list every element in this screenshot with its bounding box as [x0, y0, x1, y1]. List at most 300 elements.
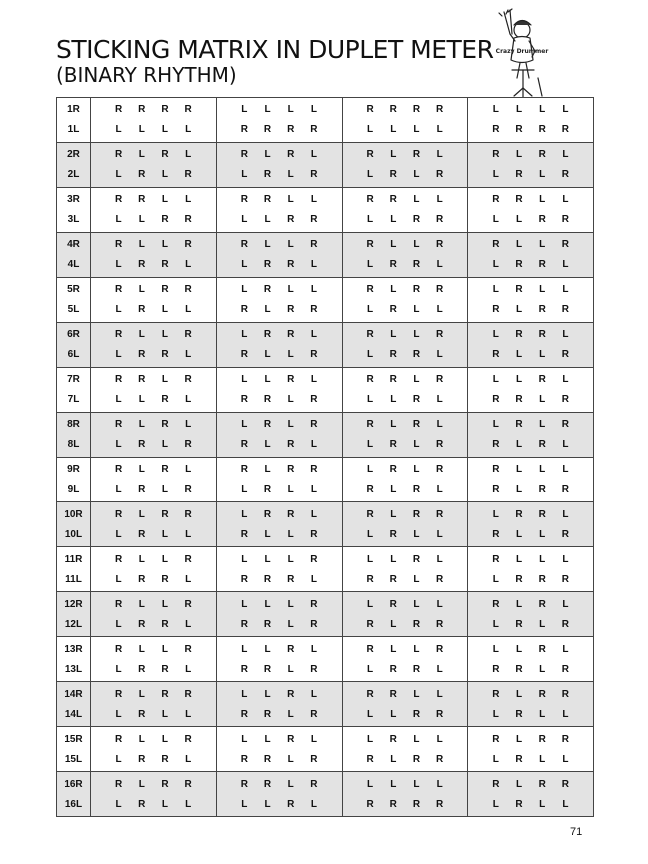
sticking-note: R: [240, 394, 248, 406]
sticking-note: R: [263, 573, 272, 585]
left-lead-sticking: [217, 479, 342, 499]
left-lead-sticking: [217, 345, 342, 365]
sticking-note: R: [538, 573, 546, 585]
right-lead-sticking: [91, 145, 216, 165]
left-lead-sticking: [343, 794, 468, 814]
mascot-shirt-text: Crazy Drummer: [495, 48, 549, 55]
left-lead-sticking: [91, 255, 216, 275]
sticking-note: L: [310, 573, 317, 585]
sticking-note: L: [562, 598, 569, 610]
sticking-note: R: [138, 104, 146, 116]
sticking-note: R: [184, 643, 192, 655]
sticking-note: R: [561, 618, 570, 630]
right-lead-sticking: [468, 100, 593, 120]
row-label-cell: [57, 772, 91, 817]
sticking-note: L: [436, 419, 443, 431]
sticking-note: R: [492, 394, 500, 406]
sticking-note: L: [241, 553, 248, 565]
sticking-group-cell: [342, 232, 468, 277]
sticking-note: R: [287, 329, 295, 341]
sticking-note: R: [310, 753, 318, 765]
right-lead-sticking: [343, 370, 468, 390]
sticking-group-cell: [91, 98, 217, 143]
sticking-note: R: [389, 374, 397, 386]
sticking-note: L: [241, 598, 248, 610]
sticking-note: R: [287, 149, 295, 161]
sticking-note: R: [240, 304, 248, 316]
sticking-group-cell: [468, 637, 594, 682]
sticking-note: L: [515, 598, 523, 610]
right-lead-sticking: [468, 415, 593, 435]
sticking-note: R: [515, 194, 523, 206]
sticking-note: R: [515, 329, 523, 341]
sticking-note: L: [539, 349, 546, 361]
right-lead-sticking: [91, 235, 216, 255]
sticking-group-cell: [216, 98, 342, 143]
sticking-note: L: [413, 463, 420, 475]
right-lead-sticking: [91, 415, 216, 435]
right-lead-sticking: [217, 415, 342, 435]
matrix-row: [57, 98, 594, 143]
sticking-note: L: [161, 733, 169, 745]
page-subtitle: (BINARY RHYTHM): [56, 63, 237, 87]
sticking-note: R: [412, 483, 421, 495]
sticking-note: L: [185, 304, 192, 316]
left-lead-sticking: [91, 390, 216, 410]
left-lead-sticking: [217, 524, 342, 544]
sticking-group-cell: [468, 98, 594, 143]
sticking-note: R: [492, 598, 500, 610]
sticking-note: R: [436, 708, 444, 720]
sticking-note: R: [184, 374, 192, 386]
left-lead-sticking: [468, 345, 593, 365]
right-lead-sticking: [91, 504, 216, 524]
sticking-note: L: [310, 798, 317, 810]
sticking-note: L: [562, 553, 569, 565]
sticking-group-cell: [216, 412, 342, 457]
sticking-note: L: [264, 149, 271, 161]
right-lead-sticking: [91, 459, 216, 479]
sticking-note: L: [241, 798, 248, 810]
sticking-note: L: [241, 688, 248, 700]
right-lead-sticking: [217, 459, 342, 479]
sticking-note: R: [366, 508, 374, 520]
left-lead-label: 7L: [67, 394, 80, 406]
sticking-note: L: [138, 733, 145, 745]
sticking-note: L: [562, 259, 569, 271]
sticking-note: L: [138, 419, 145, 431]
sticking-note: L: [515, 304, 523, 316]
sticking-note: R: [538, 598, 546, 610]
sticking-note: L: [515, 439, 523, 451]
sticking-note: L: [515, 733, 523, 745]
right-lead-sticking: [343, 145, 468, 165]
sticking-note: R: [492, 239, 500, 251]
sticking-note: R: [492, 553, 500, 565]
sticking-note: R: [538, 304, 546, 316]
sticking-group-cell: [216, 322, 342, 367]
matrix-row: [57, 142, 594, 187]
right-lead-label: 7R: [67, 374, 80, 386]
sticking-note: R: [515, 753, 523, 765]
sticking-note: L: [436, 394, 443, 406]
left-lead-sticking: [343, 704, 468, 724]
sticking-note: L: [185, 394, 192, 406]
sticking-group-cell: [216, 232, 342, 277]
sticking-note: L: [390, 284, 397, 296]
sticking-note: L: [115, 753, 122, 765]
sticking-note: R: [561, 419, 570, 431]
sticking-note: R: [310, 708, 318, 720]
sticking-note: L: [515, 149, 523, 161]
sticking-note: L: [161, 708, 169, 720]
sticking-note: R: [515, 419, 523, 431]
sticking-note: R: [114, 329, 123, 341]
sticking-note: L: [138, 598, 145, 610]
left-lead-sticking: [468, 659, 593, 679]
sticking-note: L: [115, 483, 122, 495]
sticking-note: R: [538, 643, 546, 655]
sticking-group-cell: [342, 727, 468, 772]
sticking-note: R: [138, 374, 146, 386]
sticking-note: R: [389, 194, 397, 206]
sticking-note: L: [367, 259, 374, 271]
right-lead-label: 3R: [67, 194, 80, 206]
sticking-note: R: [412, 284, 421, 296]
sticking-note: R: [263, 124, 272, 136]
sticking-group-cell: [342, 592, 468, 637]
sticking-note: L: [310, 259, 317, 271]
sticking-note: L: [515, 349, 523, 361]
sticking-group-cell: [342, 367, 468, 412]
row-label-cell: [57, 322, 91, 367]
right-lead-sticking: [468, 504, 593, 524]
sticking-note: L: [413, 304, 420, 316]
page-number: 71: [570, 826, 583, 838]
row-label-cell: [57, 232, 91, 277]
sticking-note: L: [115, 214, 122, 226]
sticking-note: R: [366, 284, 374, 296]
row-label-cell: [57, 142, 91, 187]
sticking-note: L: [562, 329, 569, 341]
right-lead-sticking: [91, 549, 216, 569]
sticking-note: R: [366, 194, 374, 206]
left-lead-sticking: [468, 300, 593, 320]
matrix-row: [57, 547, 594, 592]
sticking-note: R: [412, 753, 421, 765]
sticking-note: L: [539, 239, 546, 251]
sticking-note: R: [263, 169, 272, 181]
right-lead-sticking: [217, 729, 342, 749]
sticking-group-cell: [342, 412, 468, 457]
sticking-note: L: [539, 463, 546, 475]
sticking-note: L: [562, 149, 569, 161]
sticking-note: L: [413, 194, 420, 206]
sticking-note: L: [562, 439, 569, 451]
left-lead-sticking: [468, 255, 593, 275]
sticking-note: R: [366, 419, 374, 431]
sticking-note: R: [138, 349, 146, 361]
sticking-note: L: [115, 259, 122, 271]
sticking-note: L: [413, 573, 420, 585]
sticking-note: L: [264, 304, 271, 316]
left-lead-sticking: [343, 210, 468, 230]
sticking-group-cell: [216, 682, 342, 727]
row-label-cell: [57, 547, 91, 592]
sticking-note: L: [539, 528, 546, 540]
sticking-note: L: [539, 753, 546, 765]
sticking-note: R: [184, 284, 192, 296]
sticking-note: L: [436, 149, 443, 161]
sticking-note: L: [115, 349, 122, 361]
matrix-row: [57, 322, 594, 367]
right-lead-sticking: [217, 774, 342, 794]
left-lead-label: 9L: [67, 483, 80, 495]
sticking-note: R: [184, 483, 192, 495]
left-lead-sticking: [343, 435, 468, 455]
sticking-note: R: [263, 508, 272, 520]
sticking-note: L: [185, 349, 192, 361]
sticking-note: R: [161, 394, 169, 406]
sticking-note: L: [562, 643, 569, 655]
sticking-note: L: [138, 284, 145, 296]
left-lead-sticking: [217, 165, 342, 185]
sticking-note: L: [492, 284, 499, 296]
right-lead-sticking: [468, 325, 593, 345]
sticking-note: R: [561, 304, 570, 316]
left-lead-sticking: [91, 435, 216, 455]
left-lead-sticking: [91, 524, 216, 544]
sticking-note: L: [539, 798, 546, 810]
sticking-note: L: [492, 329, 499, 341]
left-lead-sticking: [217, 120, 342, 140]
row-label-cell: [57, 727, 91, 772]
sticking-note: L: [413, 733, 420, 745]
sticking-note: R: [287, 798, 295, 810]
sticking-note: L: [287, 528, 294, 540]
sticking-note: R: [436, 618, 444, 630]
matrix-row: [57, 502, 594, 547]
sticking-note: L: [492, 708, 499, 720]
left-lead-sticking: [468, 435, 593, 455]
sticking-note: R: [310, 349, 318, 361]
sticking-note: R: [492, 733, 500, 745]
sticking-note: L: [539, 394, 546, 406]
sticking-note: L: [264, 104, 271, 116]
sticking-note: L: [390, 708, 397, 720]
sticking-note: R: [161, 214, 169, 226]
sticking-note: L: [390, 778, 397, 790]
sticking-note: R: [287, 508, 295, 520]
sticking-note: R: [138, 439, 146, 451]
sticking-group-cell: [91, 187, 217, 232]
sticking-note: R: [114, 643, 123, 655]
sticking-note: L: [436, 124, 443, 136]
sticking-note: R: [287, 463, 295, 475]
sticking-note: R: [538, 688, 546, 700]
left-lead-sticking: [217, 255, 342, 275]
sticking-note: R: [515, 508, 523, 520]
sticking-note: L: [390, 149, 397, 161]
sticking-group-cell: [468, 592, 594, 637]
left-lead-sticking: [468, 524, 593, 544]
matrix-row: [57, 457, 594, 502]
right-lead-label: 10R: [64, 508, 83, 520]
sticking-group-cell: [342, 682, 468, 727]
right-lead-label: 11R: [64, 553, 83, 565]
sticking-note: R: [161, 618, 169, 630]
sticking-note: L: [161, 194, 169, 206]
sticking-note: R: [366, 374, 374, 386]
matrix-row: [57, 412, 594, 457]
sticking-note: R: [161, 463, 169, 475]
right-lead-sticking: [91, 325, 216, 345]
sticking-note: R: [184, 688, 192, 700]
sticking-note: L: [367, 663, 374, 675]
sticking-group-cell: [468, 682, 594, 727]
sticking-note: L: [390, 329, 397, 341]
sticking-note: L: [185, 573, 192, 585]
right-lead-label: 2R: [67, 149, 80, 161]
sticking-note: L: [492, 508, 499, 520]
sticking-note: L: [562, 798, 569, 810]
left-lead-sticking: [468, 794, 593, 814]
left-lead-sticking: [217, 794, 342, 814]
sticking-note: L: [390, 508, 397, 520]
sticking-note: L: [390, 618, 397, 630]
right-lead-label: 13R: [64, 643, 83, 655]
sticking-note: R: [310, 778, 318, 790]
sticking-note: R: [138, 528, 146, 540]
sticking-note: L: [287, 349, 294, 361]
sticking-note: L: [367, 528, 374, 540]
sticking-note: R: [184, 733, 192, 745]
sticking-note: R: [515, 124, 523, 136]
sticking-note: L: [241, 214, 248, 226]
sticking-note: R: [492, 439, 500, 451]
sticking-note: L: [390, 419, 397, 431]
sticking-note: L: [287, 618, 294, 630]
sticking-note: L: [539, 284, 546, 296]
sticking-note: L: [185, 194, 192, 206]
sticking-note: R: [436, 329, 444, 341]
left-lead-label: 4L: [67, 259, 80, 271]
sticking-note: L: [539, 553, 546, 565]
sticking-note: L: [264, 374, 271, 386]
left-lead-sticking: [91, 210, 216, 230]
sticking-note: R: [492, 483, 500, 495]
sticking-note: L: [390, 239, 397, 251]
sticking-note: L: [241, 374, 248, 386]
sticking-note: R: [492, 194, 500, 206]
sticking-note: L: [492, 419, 499, 431]
sticking-note: R: [389, 663, 397, 675]
sticking-group-cell: [216, 547, 342, 592]
sticking-note: R: [561, 349, 570, 361]
sticking-note: L: [115, 708, 122, 720]
right-lead-label: 4R: [67, 239, 80, 251]
left-lead-sticking: [343, 524, 468, 544]
sticking-note: L: [287, 394, 294, 406]
sticking-group-cell: [216, 772, 342, 817]
sticking-note: R: [184, 598, 192, 610]
sticking-note: L: [562, 708, 569, 720]
sticking-note: L: [138, 508, 145, 520]
sticking-note: L: [287, 194, 294, 206]
sticking-note: L: [310, 149, 317, 161]
sticking-note: L: [390, 753, 397, 765]
sticking-group-cell: [468, 277, 594, 322]
right-lead-label: 16R: [64, 778, 83, 790]
sticking-note: R: [161, 688, 169, 700]
right-lead-sticking: [91, 190, 216, 210]
right-lead-sticking: [468, 190, 593, 210]
sticking-note: L: [515, 553, 523, 565]
sticking-note: L: [115, 573, 122, 585]
left-lead-label: 6L: [67, 349, 80, 361]
sticking-note: R: [138, 618, 146, 630]
right-lead-sticking: [343, 280, 468, 300]
sticking-note: R: [412, 508, 421, 520]
sticking-note: R: [389, 439, 397, 451]
sticking-note: L: [492, 643, 499, 655]
sticking-note: L: [515, 214, 523, 226]
sticking-note: R: [389, 733, 397, 745]
matrix-row: [57, 592, 594, 637]
sticking-note: R: [366, 573, 374, 585]
right-lead-sticking: [91, 684, 216, 704]
sticking-note: R: [184, 778, 192, 790]
sticking-note: L: [185, 528, 192, 540]
sticking-note: R: [389, 528, 397, 540]
sticking-note: R: [138, 259, 146, 271]
sticking-note: L: [436, 733, 443, 745]
sticking-note: L: [413, 374, 420, 386]
left-lead-sticking: [91, 794, 216, 814]
sticking-note: L: [115, 439, 122, 451]
right-lead-sticking: [91, 774, 216, 794]
right-lead-sticking: [468, 549, 593, 569]
left-lead-sticking: [91, 300, 216, 320]
left-lead-sticking: [91, 120, 216, 140]
left-lead-sticking: [343, 165, 468, 185]
sticking-note: L: [264, 349, 271, 361]
sticking-note: L: [287, 753, 294, 765]
sticking-note: L: [241, 419, 248, 431]
right-lead-sticking: [217, 190, 342, 210]
sticking-group-cell: [468, 772, 594, 817]
left-lead-sticking: [217, 210, 342, 230]
sticking-note: R: [538, 778, 546, 790]
sticking-note: L: [413, 528, 420, 540]
right-lead-sticking: [217, 594, 342, 614]
sticking-note: R: [114, 284, 123, 296]
left-lead-sticking: [217, 569, 342, 589]
right-lead-sticking: [468, 145, 593, 165]
sticking-note: L: [539, 708, 546, 720]
sticking-group-cell: [216, 592, 342, 637]
sticking-note: R: [515, 798, 523, 810]
right-lead-sticking: [217, 504, 342, 524]
sticking-note: L: [367, 598, 374, 610]
sticking-note: L: [562, 104, 569, 116]
matrix-body: [57, 98, 594, 817]
sticking-note: L: [367, 708, 374, 720]
sticking-note: L: [264, 733, 271, 745]
right-lead-sticking: [91, 280, 216, 300]
right-lead-sticking: [91, 729, 216, 749]
right-lead-sticking: [217, 325, 342, 345]
